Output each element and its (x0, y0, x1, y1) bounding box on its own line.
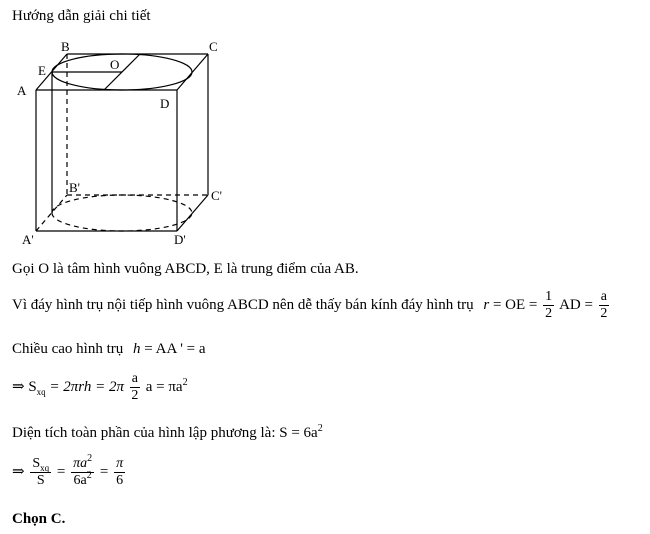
line-3: Chiều cao hình trụ h = AA ' = a (12, 341, 206, 357)
cube-cylinder-figure (0, 0, 650, 260)
label-D: D (160, 96, 170, 111)
label-A: A (17, 83, 27, 98)
line-5: Diện tích toàn phần của hình lập phương là: $S = 6a^2$ (12, 423, 323, 441)
line-4: ⇒ $S_{xq} = 2\pi rh = 2\pi$ $\frac{a}{2}$ $a = \pi a^2$ (12, 371, 188, 403)
label-B1: B' (69, 180, 81, 195)
edge-D1C1 (177, 195, 208, 231)
line-2: Vì đáy hình trụ nội tiếp hình vuông ABCD nên dễ thấy bán kính đáy hình trụ r = OE = $\frac{1}{2}$ AD = $\frac{a}{2}$ (12, 289, 608, 321)
label-O: O (110, 57, 120, 72)
label-E: E (38, 63, 46, 78)
answer: Chọn C. (12, 511, 66, 527)
line-1: Gọi O là tâm hình vuông ABCD, E là trung điểm của AB. (12, 261, 359, 277)
label-C: C (209, 39, 218, 54)
bottom-ellipse-back (52, 195, 192, 213)
label-C1: C' (211, 188, 223, 203)
label-A1: A' (22, 232, 34, 247)
heading: Hướng dẫn giải chi tiết (12, 8, 151, 24)
bottom-ellipse-front (52, 213, 192, 231)
label-D1: D' (174, 232, 186, 247)
line-6: ⇒ $\frac{S_{xq}}{S}$ = $\frac{\pi a^2}{6a^2}$ = $\frac{\pi}{6}$ (12, 453, 124, 488)
label-B: B (61, 39, 70, 54)
